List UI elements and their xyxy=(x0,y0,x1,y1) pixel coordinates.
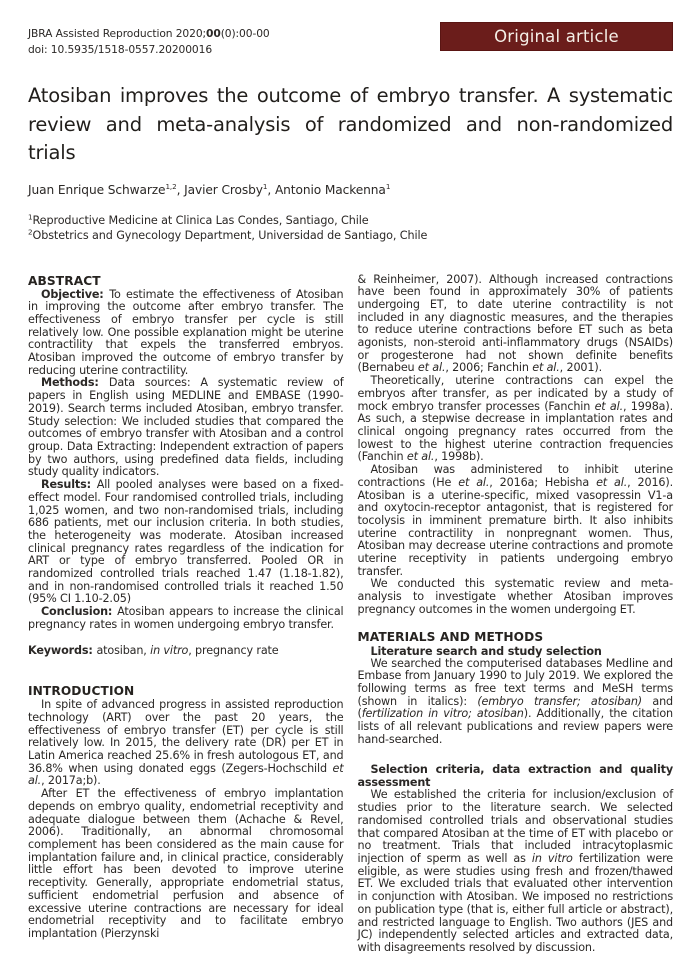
paragraph: Atosiban was administered to inhibit uterine contractions (He et al., 2016a; Hebisha et al., 2016). Atosiban is a uterine-specific, mixed vasopressin V1-a and oxytocin-receptor antagonist, that is registered for tocolysis in imminent premature birth. It also inhibits uterine contractility in nonpregnant women. Thus, Atosiban may decrease uterine contractions and promote uterine receptivity in patients undergoing embryo transfer. xyxy=(357,463,673,578)
journal-meta xyxy=(28,20,270,57)
paragraph: Objective: To estimate the effectiveness of Atosiban in improving the outcome after embryo transfer. The effectiveness of embryo transfer per cycle is still relatively low. One possible explanation might be uterine contractility that expels the transferred embryos. Atosiban improved the outcome of embryo transfer by reducing uterine contractility. xyxy=(28,287,344,377)
literature-search-subheading: Literature search and study selection xyxy=(370,644,602,658)
doi-line: doi: 10.5935/1518-0557.20200016 xyxy=(28,42,213,56)
abstract-heading: ABSTRACT xyxy=(28,273,101,288)
left-column xyxy=(28,274,344,955)
article-body xyxy=(28,274,673,955)
authors-line: Juan Enrique Schwarze$^{1,2}$, Javier Crosby$^1$, Antonio Mackenna$^1$ xyxy=(28,181,391,197)
paragraph: & Reinheimer, 2007). Although increased contractions have been found in approximately 30% of patients undergoing ET, to date uterine contractility is not included in any diagnostic measures, and the therapies to reduce uterine contractions before ET such as beta agonists, non-steroid anti-inflammatory drugs (NSAIDs) or progesterone had not shown definite benefits (Bernabeu et al., 2006; Fanchin et al., 2001). xyxy=(357,272,673,375)
selection-criteria-subheading: Selection criteria, data extraction and quality assessment xyxy=(357,763,673,790)
right-column xyxy=(358,274,674,955)
affiliation-2: $^2$Obstetrics and Gynecology Department, Universidad de Santiago, Chile xyxy=(28,227,428,242)
keywords-line: Keywords: atosiban, in vitro, pregnancy rate xyxy=(28,643,279,657)
original-article-badge: Original article xyxy=(440,22,673,51)
paragraph: Methods: Data sources: A systematic review of papers in English using MEDLINE and EMBASE (1990-2019). Search terms included Atosiban, embryo transfer. Study selection: We included studies that compared the outcomes of embryo transfer with Atosiban and a control group. Data Extracting: Independent extraction of papers by two authors, using predefined data fields, including study quality indicators. xyxy=(28,376,344,479)
journal-citation: JBRA Assisted Reproduction 2020;00(0):00-00 xyxy=(28,27,270,40)
introduction-heading: INTRODUCTION xyxy=(28,684,135,699)
paragraph: After ET the effectiveness of embryo implantation depends on embryo quality, endometrial receptivity and adequate dialogue between them (Achache & Revel, 2006). Traditionally, an abnormal chromosomal complement has been considered as the main cause for implantation failure and, in clinical practice, considerably little effort has been devoted to improve uterine receptivity. Generally, appropriate endometrial status, sufficient endometrial perfusion and absence of excessive uterine contractions are necessary for ideal endometrial receptivity and to facilitate embryo implantation (Pierzynski xyxy=(28,787,344,940)
paragraph: We conducted this systematic review and meta-analysis to investigate whether Atosiban improves pregnancy outcomes in the women undergoing ET. xyxy=(357,577,673,616)
paragraph: Conclusion: Atosiban appears to increase the clinical pregnancy rates in women undergoing embryo transfer. xyxy=(28,605,344,631)
paragraph: We searched the computerised databases Medline and Embase from January 1990 to July 2019. We explored the following terms as free text terms and MeSH terms (shown in italics): (embryo transfer; atosiban) and (fertilization in vitro; atosiban). Additionally, the citation lists of all relevant publications and review papers were hand-searched. xyxy=(357,656,674,746)
paragraph: Results: All pooled analyses were based on a fixed-effect model. Four randomised controlled trials, including 1,025 women, and two non-randomised trials, including 686 patients, met our inclusion criteria. In both studies, the heterogeneity was moderate. Atosiban increased clinical pregnancy rates regardless of the indication for ART or type of embryo transferred. Pooled OR in randomized controlled trials reached 1.47 (1.18-1.82), and in non-randomised controlled trials it reached 1.50 (95% CI 1.10-2.05) xyxy=(28,478,344,606)
affiliations xyxy=(28,214,673,244)
page-header xyxy=(28,20,673,57)
page-title: Atosiban improves the outcome of embryo transfer. A systematic review and meta-analysis of randomized and non-randomized trials xyxy=(28,84,673,165)
paragraph: We established the criteria for inclusion/exclusion of studies prior to the literature search. We selected randomised controlled trials and observational studies that compared Atosiban at the time of ET with placebo or no treatment. Trials that included intracytoplasmic injection of sperm as well as in vitro fertilization were eligible, as were studies using fresh and frozen/thawed ET. We excluded trials that evaluated other intervention in conjunction with Atosiban. We imposed no restrictions on publication type (that is, either full article or abstract), and restricted language to English. Two authors (JES and JC) independently selected articles and extracted data, with disagreements resolved by discussion. xyxy=(357,788,673,954)
affiliation-1: $^1$Reproductive Medicine at Clinica Las Condes, Santiago, Chile xyxy=(28,212,369,227)
paragraph: In spite of advanced progress in assisted reproduction technology (ART) over the past 20 years, the effectiveness of embryo transfer (ET) per cycle is still relatively low. In 2015, the delivery rate (DR) per ET in Latin America reached 25.6% in fresh autologous ET, and 36.8% when using donated eggs (Zegers-Hochschild et al., 2017a;b). xyxy=(28,698,344,788)
paragraph: Theoretically, uterine contractions can expel the embryos after transfer, as per indicated by a study of mock embryo transfer processes (Fanchin et al., 1998a). As such, a stepwise decrease in implantation rates and clinical ongoing pregnancy rates occurred from the lowest to the highest uterine contraction frequencies (Fanchin et al., 1998b). xyxy=(357,374,673,464)
materials-methods-heading: MATERIALS AND METHODS xyxy=(357,629,544,644)
